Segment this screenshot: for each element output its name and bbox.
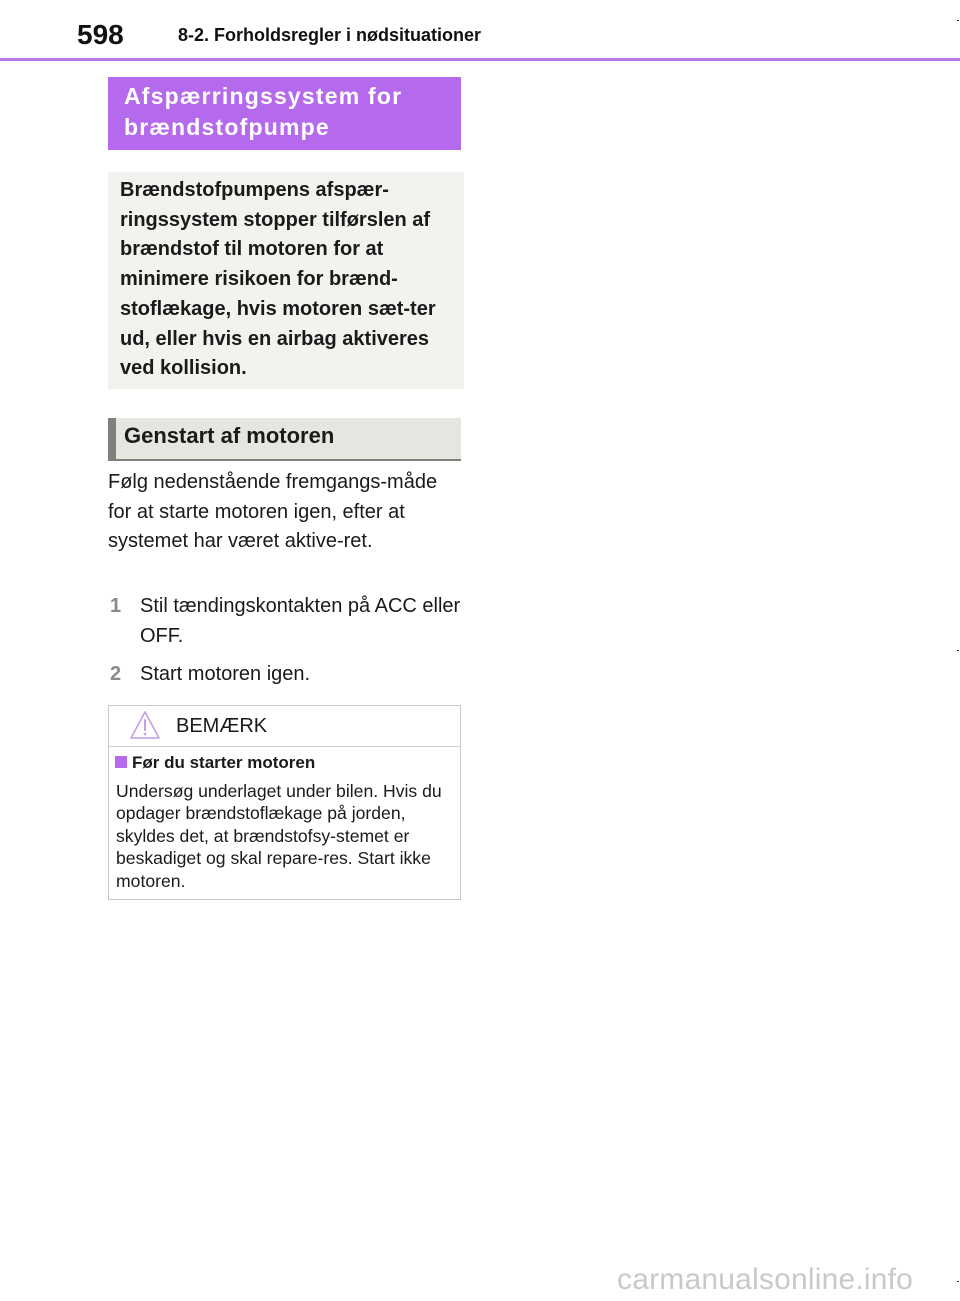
step-number: 1 bbox=[110, 595, 122, 617]
section-title: 8-2. Forholdsregler i nødsituationer bbox=[178, 25, 482, 45]
page-header bbox=[0, 0, 960, 60]
notice-subheading-text: Før du starter motoren bbox=[132, 753, 316, 772]
heading-line-1: Afspærringssystem for bbox=[124, 83, 403, 109]
notice-header bbox=[109, 706, 460, 747]
notice-text: Undersøg underlaget under bilen. Hvis du opdager brændstoflækage på jorden, skyldes det, at brændstofsy-stemet er beskadiget og skal repare-res. Start ikke motoren. bbox=[116, 781, 442, 891]
header-divider bbox=[0, 58, 960, 61]
body-paragraph: Følg nedenstående fremgangs-måde for at starte motoren igen, efter at systemet har været aktive-ret. bbox=[108, 471, 438, 553]
heading-fuel-pump-cutoff bbox=[108, 77, 461, 150]
step-number: 2 bbox=[110, 663, 122, 685]
step-text: Start motoren igen. bbox=[140, 663, 311, 685]
watermark: carmanualsonline.info bbox=[617, 1263, 914, 1296]
heading-line-2: brændstofpumpe bbox=[124, 114, 330, 140]
step-text: Stil tændingskontakten på ACC eller OFF. bbox=[140, 595, 461, 647]
margin-tick-mark bbox=[957, 650, 959, 651]
heading-restart-engine bbox=[108, 418, 461, 461]
notice-box bbox=[108, 705, 461, 900]
notice-subheading bbox=[115, 752, 315, 774]
heading-restart-label: Genstart af motoren bbox=[124, 423, 335, 448]
intro-summary-box bbox=[108, 172, 464, 389]
intro-text: Brændstofpumpens afspær-ringssystem stopper tilførslen af brændstof til motoren for at minimere risikoen for brænd-stoflækage, hvis motoren sæt-ter ud, eller hvis en airbag aktiveres ved kollision. bbox=[120, 179, 436, 380]
step-item bbox=[108, 592, 468, 651]
margin-tick-mark bbox=[957, 1281, 959, 1282]
warning-triangle-icon bbox=[129, 710, 161, 740]
square-bullet-icon bbox=[115, 756, 127, 768]
page-number: 598 bbox=[77, 19, 124, 50]
step-item bbox=[108, 660, 468, 690]
notice-label: BEMÆRK bbox=[176, 715, 268, 737]
margin-tick-mark bbox=[957, 20, 959, 21]
